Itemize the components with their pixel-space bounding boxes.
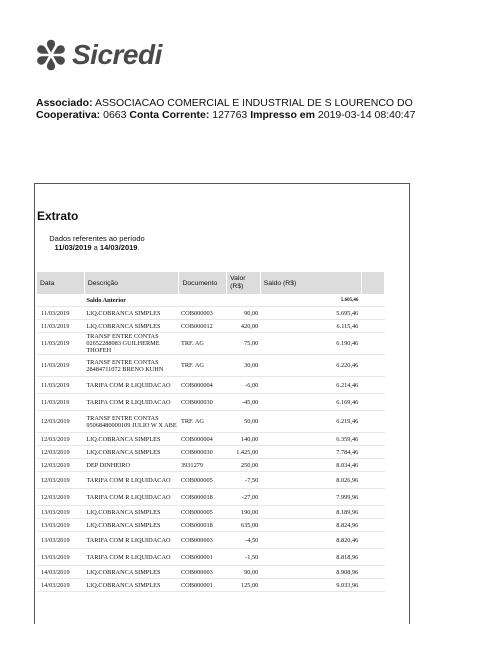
table-row	[37, 446, 385, 459]
row-document: COB000004	[180, 435, 213, 443]
row-document: COB000003	[180, 309, 213, 317]
extrato-panel	[34, 183, 410, 624]
row-pad	[361, 411, 384, 433]
table-row	[37, 433, 385, 446]
row-document: COB000001	[180, 581, 213, 589]
row-document: COB000005	[180, 476, 213, 484]
row-pad	[361, 433, 384, 446]
statement-table	[37, 272, 385, 592]
page-title: Extrato	[37, 209, 79, 223]
row-valor: -45,00	[241, 398, 259, 406]
row-saldo: 6.190,46	[336, 340, 359, 347]
row-date: 12/03/2019	[41, 448, 70, 456]
row-valor: -7,50	[245, 476, 259, 484]
row-description: LIQ.COBRANCA SIMPLES	[86, 309, 161, 317]
table-row	[37, 566, 385, 579]
row-saldo: 6.169,46	[336, 398, 359, 406]
row-date: 11/03/2019	[41, 381, 70, 389]
table-row	[37, 459, 385, 472]
conta-label: Conta Corrente:	[129, 109, 210, 121]
saldo-anterior-label: Saldo Anterior	[86, 296, 127, 304]
table-row	[37, 411, 385, 433]
row-valor: -27,00	[241, 493, 259, 501]
row-valor: 635,00	[240, 521, 259, 529]
row-valor: 140,00	[240, 435, 259, 443]
saldo-anterior-value: 5.605,46	[340, 297, 359, 303]
row-document: 3931279	[180, 461, 204, 469]
row-description: LIQ.COBRANCA SIMPLES	[86, 568, 161, 576]
row-saldo: 8.824,96	[336, 521, 359, 529]
row-pad	[361, 489, 384, 506]
row-pad	[361, 579, 384, 592]
table-row	[37, 355, 385, 377]
row-date: 11/03/2019	[41, 322, 70, 330]
row-saldo: 6.220,46	[336, 362, 359, 369]
row-pad	[361, 532, 384, 549]
row-description: LIQ.COBRANCA SIMPLES	[86, 581, 161, 589]
row-valor: 125,00	[240, 581, 259, 589]
row-valor: 30,00	[244, 362, 259, 369]
row-document: COB000004	[180, 381, 213, 389]
row-valor: 1.425,00	[236, 448, 259, 456]
row-pad	[361, 394, 384, 411]
sicredi-logo-icon	[34, 38, 68, 72]
row-date: 12/03/2019	[41, 461, 70, 469]
row-date: 12/03/2019	[41, 435, 70, 443]
row-description: TARIFA COM R LIQUIDACAO	[86, 476, 171, 484]
table-row	[37, 394, 385, 411]
row-date: 13/03/2019	[41, 536, 70, 544]
row-document: COB000001	[180, 553, 213, 561]
row-description: TARIFA COM R LIQUIDACAO	[86, 381, 171, 389]
row-document: TRF. AG	[180, 418, 204, 425]
period-info	[47, 234, 147, 252]
row-date: 11/03/2019	[41, 340, 70, 347]
row-document: COB000018	[180, 521, 213, 529]
row-saldo: 8.908,96	[336, 568, 359, 576]
row-pad	[361, 519, 384, 532]
period-suffix: .	[137, 243, 140, 252]
table-header-row	[37, 272, 385, 294]
row-valor: 90,00	[244, 568, 259, 576]
row-date: 12/03/2019	[41, 418, 70, 425]
associado-line	[36, 97, 415, 109]
row-description: TARIFA COM R LIQUIDACAO	[86, 536, 171, 544]
row-pad	[361, 459, 384, 472]
row-saldo: 8.034,46	[336, 461, 359, 469]
row-description: LIQ.COBRANCA SIMPLES	[86, 521, 161, 529]
row-valor: -4,50	[245, 536, 259, 544]
associado-value: ASSOCIACAO COMERCIAL E INDUSTRIAL DE S LOURENCO DO	[94, 97, 413, 109]
associado-label: Associado:	[36, 97, 93, 109]
row-saldo: 6.359,46	[336, 435, 359, 443]
table-row	[37, 579, 385, 592]
cooperativa-line	[36, 109, 415, 121]
row-pad	[361, 549, 384, 566]
row-saldo: 7.999,96	[336, 493, 359, 501]
row-valor: 250,00	[240, 461, 259, 469]
row-description: LIQ.COBRANCA SIMPLES	[86, 508, 161, 516]
period-prefix: Dados referentes ao período	[49, 234, 145, 243]
table-row	[37, 519, 385, 532]
row-saldo: 6.115,46	[336, 322, 359, 330]
row-pad	[361, 320, 384, 333]
row-description: TRANSF ENTRE CONTAS 28484711072 BRENO KUHN	[86, 358, 164, 373]
period-start: 11/03/2019	[54, 243, 92, 252]
row-valor: 75,00	[244, 340, 259, 347]
col-desc: Descrição	[84, 272, 179, 294]
row-pad	[361, 307, 384, 320]
row-pad	[361, 566, 384, 579]
row-valor: 50,00	[244, 418, 259, 425]
table-row	[37, 320, 385, 333]
row-date: 12/03/2019	[41, 493, 70, 501]
table-row	[37, 489, 385, 506]
row-date: 14/03/2019	[41, 568, 70, 576]
row-date: 13/03/2019	[41, 508, 70, 516]
row-valor: 190,00	[240, 508, 259, 516]
col-doc: Documento	[179, 272, 227, 294]
row-valor: -6,00	[245, 381, 259, 389]
row-document: COB000003	[180, 568, 213, 576]
row-description: LIQ.COBRANCA SIMPLES	[86, 448, 161, 456]
row-valor: 90,00	[244, 309, 259, 317]
period-sep: a	[93, 243, 98, 252]
row-document: COB000030	[180, 398, 213, 406]
period-end: 14/03/2019	[99, 243, 138, 252]
row-pad	[361, 377, 384, 394]
conta-value: 127763	[212, 109, 248, 121]
cooperativa-value: 0663	[103, 109, 127, 121]
account-header	[36, 97, 415, 121]
sicredi-logo	[34, 38, 162, 72]
row-date: 12/03/2019	[41, 476, 70, 484]
row-saldo: 8.026,96	[336, 476, 359, 484]
row-saldo: 9.033,96	[336, 581, 359, 589]
row-document: COB000012	[180, 322, 213, 330]
col-valor: Valor (R$)	[227, 272, 261, 294]
row-document: COB000005	[180, 508, 213, 516]
row-date: 11/03/2019	[41, 398, 70, 406]
table-row	[37, 532, 385, 549]
row-description: TARIFA COM R LIQUIDACAO	[86, 553, 171, 561]
row-saldo: 8.189,96	[336, 508, 359, 516]
row-saldo: 6.219,46	[336, 418, 359, 425]
row-pad	[361, 446, 384, 459]
row-pad	[361, 506, 384, 519]
row-description: LIQ.COBRANCA SIMPLES	[86, 435, 161, 443]
row-pad	[361, 333, 384, 355]
col-saldo: Saldo (R$)	[260, 272, 361, 294]
row-document: TRF. AG	[180, 362, 204, 369]
row-document: COB000018	[180, 493, 213, 501]
row-description: TARIFA COM R LIQUIDACAO	[86, 398, 171, 406]
row-valor: -1,50	[245, 553, 259, 561]
row-valor: 420,00	[240, 322, 259, 330]
impresso-label: Impresso em	[250, 109, 315, 121]
row-saldo: 5.695,46	[336, 309, 359, 317]
row-description: TARIFA COM R LIQUIDACAO	[86, 493, 171, 501]
row-description: TRANSF ENTRE CONTAS 02652288083 GUILHERME THOFEH	[86, 333, 160, 354]
col-pad	[361, 272, 384, 294]
row-document: COB000030	[180, 448, 213, 456]
table-row	[37, 333, 385, 355]
row-date: 11/03/2019	[41, 362, 70, 369]
col-date: Data	[37, 272, 84, 294]
row-description: DEP DINHEIRO	[86, 461, 130, 469]
row-document: TRF. AG	[180, 340, 204, 347]
saldo-anterior-row	[37, 294, 385, 307]
impresso-value: 2019-03-14 08:40:47	[317, 109, 416, 121]
row-pad	[361, 355, 384, 377]
row-date: 13/03/2019	[41, 521, 70, 529]
row-saldo: 6.214,46	[336, 381, 359, 389]
row-document: COB000003	[180, 536, 213, 544]
table-row	[37, 377, 385, 394]
row-saldo: 8.820,46	[336, 536, 359, 544]
table-row	[37, 506, 385, 519]
row-description: TRANSF ENTRE CONTAS 95068480000109 JULIO W X ABE	[86, 414, 177, 429]
row-saldo: 8.818,96	[336, 553, 359, 561]
table-row	[37, 549, 385, 566]
row-date: 13/03/2019	[41, 553, 70, 561]
cooperativa-label: Cooperativa:	[36, 109, 101, 121]
row-pad	[361, 472, 384, 489]
table-row	[37, 472, 385, 489]
brand-name: Sicredi	[72, 39, 162, 70]
row-date: 11/03/2019	[41, 309, 70, 317]
row-date: 14/03/2019	[41, 581, 70, 589]
row-description: LIQ.COBRANCA SIMPLES	[86, 322, 161, 330]
table-row	[37, 307, 385, 320]
row-saldo: 7.784,46	[336, 448, 359, 456]
